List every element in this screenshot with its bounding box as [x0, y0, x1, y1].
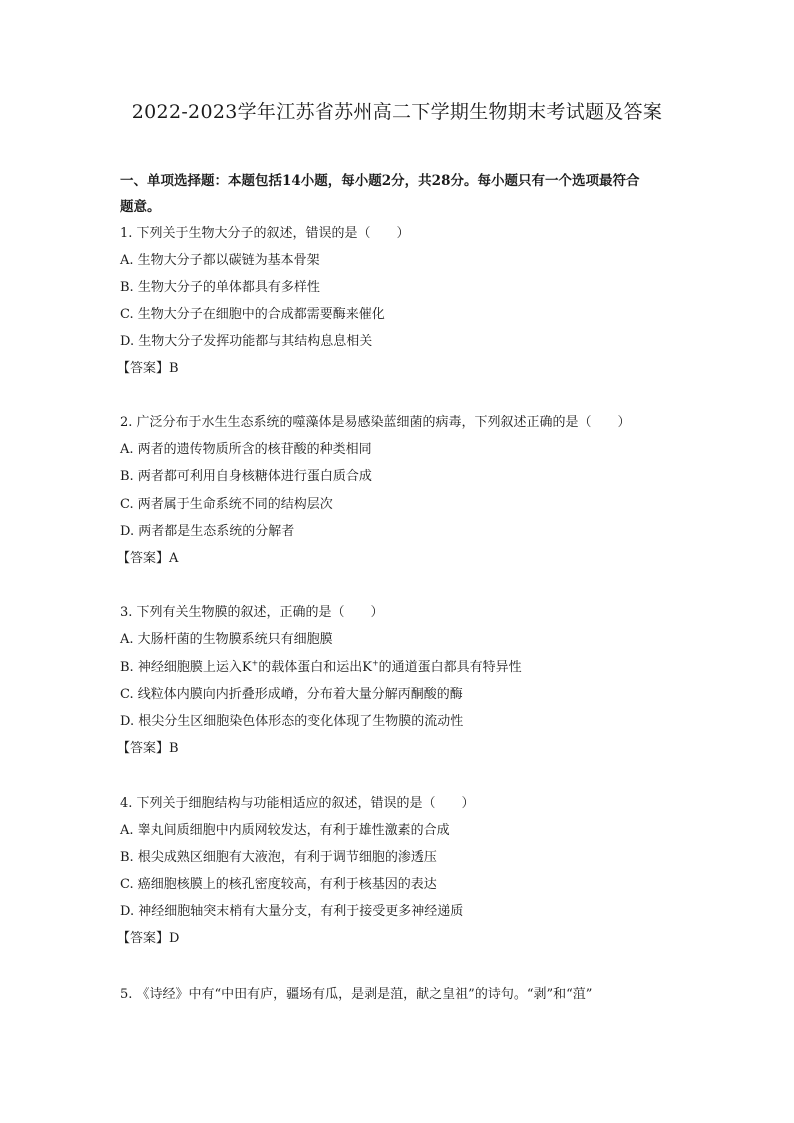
question-5-stem: 5. 《诗经》中有“中田有庐，疆场有瓜，是剥是菹，献之皇祖”的诗句。“剥”和“菹” [120, 987, 593, 1002]
question-1-option-c: C. 生物大分子在细胞中的合成都需要酶来催化 [120, 307, 385, 322]
question-4-stem: 4. 下列关于细胞结构与功能相适应的叙述，错误的是（ ） [120, 796, 475, 811]
answer-value: B [169, 741, 179, 756]
question-4-option-a: A. 睾丸间质细胞中内质网较发达，有利于雄性激素的合成 [120, 823, 450, 838]
question-2-option-d: D. 两者都是生态系统的分解者 [120, 524, 295, 539]
question-3-option-b: B. 神经细胞膜上运入K+的载体蛋白和运出K+的通道蛋白都具有特异性 [120, 658, 522, 675]
answer-label: 【答案】 [117, 741, 170, 756]
answer-label: 【答案】 [117, 361, 170, 376]
question-2-option-a: A. 两者的遗传物质所含的核苷酸的种类相同 [120, 442, 372, 457]
question-2-answer [117, 550, 178, 568]
answer-value: D [169, 931, 180, 946]
question-3-option-a: A. 大肠杆菌的生物膜系统只有细胞膜 [120, 632, 333, 647]
question-2-option-b: B. 两者都可利用自身核糖体进行蛋白质合成 [120, 469, 372, 484]
question-3-answer [117, 740, 179, 758]
question-2-option-c: C. 两者属于生命系统不同的结构层次 [120, 497, 333, 512]
answer-label: 【答案】 [117, 931, 170, 946]
answer-label: 【答案】 [117, 551, 170, 566]
question-1-option-a: A. 生物大分子都以碳链为基本骨架 [120, 253, 320, 268]
question-4-option-b: B. 根尖成熟区细胞有大液泡，有利于调节细胞的渗透压 [120, 850, 437, 865]
question-4-answer [117, 930, 179, 948]
question-4-option-c: C. 癌细胞核膜上的核孔密度较高，有利于核基因的表达 [120, 877, 437, 892]
question-3-stem: 3. 下列有关生物膜的叙述，正确的是（ ） [120, 605, 384, 620]
question-3-option-c: C. 线粒体内膜向内折叠形成嵴，分布着大量分解丙酮酸的酶 [120, 687, 463, 702]
question-3-option-d: D. 根尖分生区细胞染色体形态的变化体现了生物膜的流动性 [120, 714, 464, 729]
answer-value: B [169, 361, 179, 376]
question-1-option-b: B. 生物大分子的单体都具有多样性 [120, 280, 320, 295]
section-heading-continued: 题意。 [120, 199, 161, 215]
question-1-stem: 1. 下列关于生物大分子的叙述，错误的是（ ） [120, 226, 410, 241]
question-2-stem: 2. 广泛分布于水生生态系统的噬藻体是易感染蓝细菌的病毒，下列叙述正确的是（ ） [120, 415, 631, 430]
document-title: 2022-2023学年江苏省苏州高二下学期生物期末考试题及答案 [131, 101, 663, 123]
question-4-option-d: D. 神经细胞轴突末梢有大量分支，有利于接受更多神经递质 [120, 904, 464, 919]
question-1-answer [117, 360, 179, 378]
section-heading: 一、单项选择题：本题包括14小题，每小题2分，共28分。每小题只有一个选项最符合 [120, 173, 640, 189]
question-1-option-d: D. 生物大分子发挥功能都与其结构息息相关 [120, 334, 373, 349]
answer-value: A [169, 551, 179, 566]
